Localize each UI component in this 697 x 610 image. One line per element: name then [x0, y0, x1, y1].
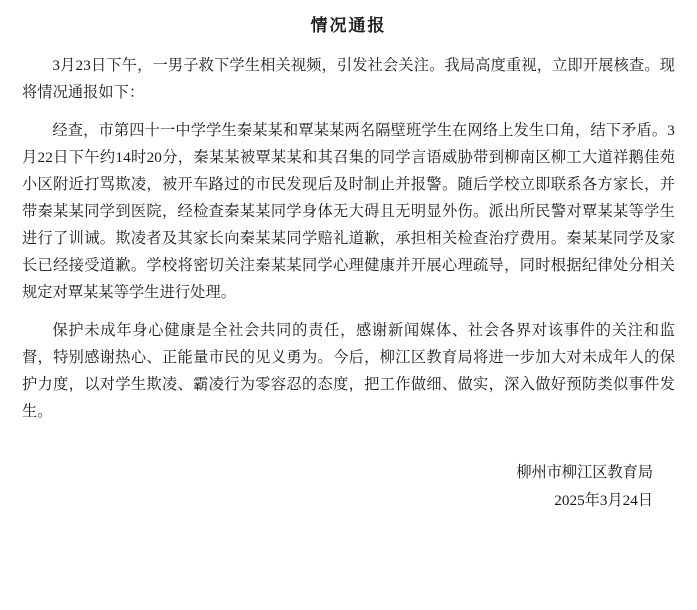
- paragraph-2: 经查，市第四十一中学学生秦某某和覃某某两名隔壁班学生在网络上发生口角，结下矛盾。3月22日下午约14时20分，秦某某被覃某某和其召集的同学言语威胁带到柳南区柳工大道祥鹅佳苑小区附近打骂欺凌，被开车路过的市民发现后及时制止并报警。随后学校立即联系各方家长，并带秦某某同学到医院，经检查秦某某同学身体无大碍且无明显外伤。派出所民警对覃某某等学生进行了训诫。欺凌者及其家长向秦某某同学赔礼道歉，承担相关检查治疗费用。秦某某同学及家长已经接受道歉。学校将密切关注秦某某同学心理健康并开展心理疏导，同时根据纪律处分相关规定对覃某某等学生进行处理。: [22, 122, 675, 301]
- paragraph-1: 3月23日下午，一男子救下学生相关视频，引发社会关注。我局高度重视，立即开展核查。现将情况通报如下：: [22, 57, 675, 101]
- signature-date: 2025年3月24日: [554, 492, 653, 509]
- document-body: [22, 52, 675, 425]
- page-title: 情况通报: [310, 16, 387, 35]
- paragraph-3: 保护未成年身心健康是全社会共同的责任，感谢新闻媒体、社会各界对该事件的关注和监督，特别感谢热心、正能量市民的见义勇为。今后，柳江区教育局将进一步加大对未成年人的保护力度，以对学生欺凌、霸凌行为零容忍的态度，把工作做细、做实，深入做好预防类似事件发生。: [22, 322, 675, 420]
- signature-issuer: 柳州市柳江区教育局: [516, 464, 653, 481]
- signature-block: [22, 459, 675, 515]
